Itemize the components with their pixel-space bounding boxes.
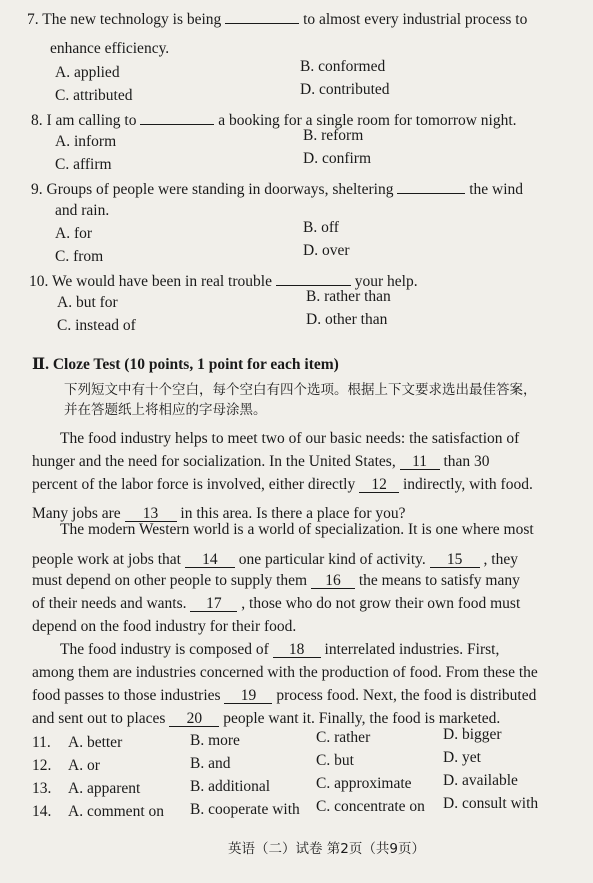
answer-blank — [225, 8, 299, 24]
option-d: D. other than — [306, 311, 388, 328]
passage-text: among them are industries concerned with the production of food. From these the — [32, 664, 538, 681]
option-c: C. affirm — [55, 156, 112, 173]
blank-14: 14 — [185, 552, 235, 568]
option-a: A. better — [68, 734, 123, 751]
passage-text: indirectly, with food. — [402, 476, 533, 493]
passage-line — [32, 475, 533, 495]
option-b: B. off — [303, 219, 339, 236]
passage-text: hunger and the need for socialization. In the United States, — [32, 453, 396, 470]
blank-16: 16 — [311, 573, 355, 589]
option-c: C. approximate — [316, 775, 412, 792]
passage-text: , they — [483, 551, 518, 568]
option-b: B. rather than — [306, 288, 391, 305]
option-b: B. cooperate with — [190, 801, 300, 818]
option-a: A. for — [55, 225, 93, 242]
option-a: A. or — [68, 757, 100, 774]
question-8 — [31, 109, 517, 131]
option-b: B. and — [190, 755, 231, 772]
blank-20: 20 — [169, 711, 219, 727]
option-d: D. contributed — [300, 81, 390, 98]
passage-text: the means to satisfy many — [358, 572, 520, 589]
section-heading — [32, 355, 339, 375]
passage-text: The modern Western world is a world of specialization. It is one where most — [60, 521, 534, 538]
question-9 — [31, 178, 523, 200]
option-c: C. attributed — [55, 87, 133, 104]
answer-blank — [397, 178, 465, 194]
question-text: to almost every industrial process to — [303, 11, 528, 28]
question-7 — [27, 8, 527, 30]
question-text: your help. — [354, 273, 418, 290]
passage-line — [60, 640, 499, 660]
passage-text: food passes to those industries — [32, 687, 221, 704]
section-instruction: 并在答题纸上将相应的字母涂黑。 — [64, 402, 267, 418]
option-row-number: 13. — [32, 780, 52, 797]
blank-17: 17 — [190, 596, 237, 612]
blank-13: 13 — [125, 506, 177, 522]
question-text: enhance efficiency. — [50, 40, 170, 57]
option-row-number: 14. — [32, 803, 52, 820]
blank-18: 18 — [273, 642, 321, 658]
option-d: D. bigger — [443, 726, 502, 743]
option-d: D. consult with — [443, 795, 539, 812]
question-text: a booking for a single room for tomorrow night. — [218, 112, 517, 129]
passage-text: than 30 — [443, 453, 490, 470]
passage-text: in this area. Is there a place for you? — [180, 505, 406, 522]
passage-line — [32, 686, 536, 706]
passage-text: process food. Next, the food is distributed — [276, 687, 537, 704]
question-text: and rain. — [55, 202, 110, 219]
question-number: 10. — [29, 273, 49, 290]
blank-11: 11 — [400, 454, 440, 470]
option-b: B. more — [190, 732, 240, 749]
answer-blank — [140, 109, 214, 125]
passage-text: people work at jobs that — [32, 551, 181, 568]
page-footer: 英语（二）试卷 第2页（共9页） — [228, 841, 425, 857]
passage-text: and sent out to places — [32, 710, 166, 727]
passage-text: one particular kind of activity. — [238, 551, 426, 568]
question-text: the wind — [469, 181, 524, 198]
section-title: Cloze Test (10 points, 1 point for each item) — [52, 356, 339, 373]
option-a: A. apparent — [68, 780, 141, 797]
blank-12: 12 — [359, 477, 399, 493]
passage-line — [32, 571, 520, 591]
passage-line — [32, 550, 518, 570]
question-text: We would have been in real trouble — [51, 273, 272, 290]
question-number: 8. — [31, 112, 43, 129]
passage-text: people want it. Finally, the food is marketed. — [223, 710, 501, 727]
option-c: C. concentrate on — [316, 798, 425, 815]
option-d: D. confirm — [303, 150, 372, 167]
question-text: Groups of people were standing in doorways, sheltering — [46, 181, 394, 198]
answer-blank — [276, 270, 351, 286]
option-d: D. over — [303, 242, 350, 259]
option-b: B. conformed — [300, 58, 386, 75]
question-text: The new technology is being — [42, 11, 222, 28]
passage-line — [32, 452, 490, 472]
section-instruction: 下列短文中有十个空白，每个空白有四个选项。根据上下文要求选出最佳答案， — [64, 382, 537, 398]
passage-text: The food industry is composed of — [60, 641, 269, 658]
option-row-number: 12. — [32, 757, 52, 774]
option-c: C. instead of — [57, 317, 136, 334]
option-b: B. additional — [190, 778, 271, 795]
option-d: D. yet — [443, 749, 481, 766]
passage-text: must depend on other people to supply them — [32, 572, 308, 589]
option-row-number: 11. — [32, 734, 51, 751]
blank-19: 19 — [224, 688, 272, 704]
passage-text: , those who do not grow their own food must — [241, 595, 521, 612]
passage-text: percent of the labor force is involved, either directly — [32, 476, 356, 493]
section-numeral: Ⅱ. — [32, 356, 49, 373]
question-number: 9. — [31, 181, 43, 198]
option-d: D. available — [443, 772, 518, 789]
question-number: 7. — [27, 11, 39, 28]
option-b: B. reform — [303, 127, 364, 144]
passage-text: of their needs and wants. — [32, 595, 187, 612]
passage-line — [32, 594, 520, 614]
option-a: A. inform — [55, 133, 117, 150]
passage-text: interrelated industries. First, — [324, 641, 500, 658]
passage-text: Many jobs are — [32, 505, 121, 522]
question-text: I am calling to — [46, 112, 137, 129]
option-a: A. applied — [55, 64, 120, 81]
passage-text: depend on the food industry for their food. — [32, 618, 297, 635]
passage-line — [32, 709, 500, 729]
option-a: A. comment on — [68, 803, 164, 820]
option-c: C. rather — [316, 729, 371, 746]
option-c: C. but — [316, 752, 354, 769]
option-a: A. but for — [57, 294, 118, 311]
passage-text: The food industry helps to meet two of our basic needs: the satisfaction of — [60, 430, 520, 447]
option-c: C. from — [55, 248, 104, 265]
blank-15: 15 — [430, 552, 480, 568]
